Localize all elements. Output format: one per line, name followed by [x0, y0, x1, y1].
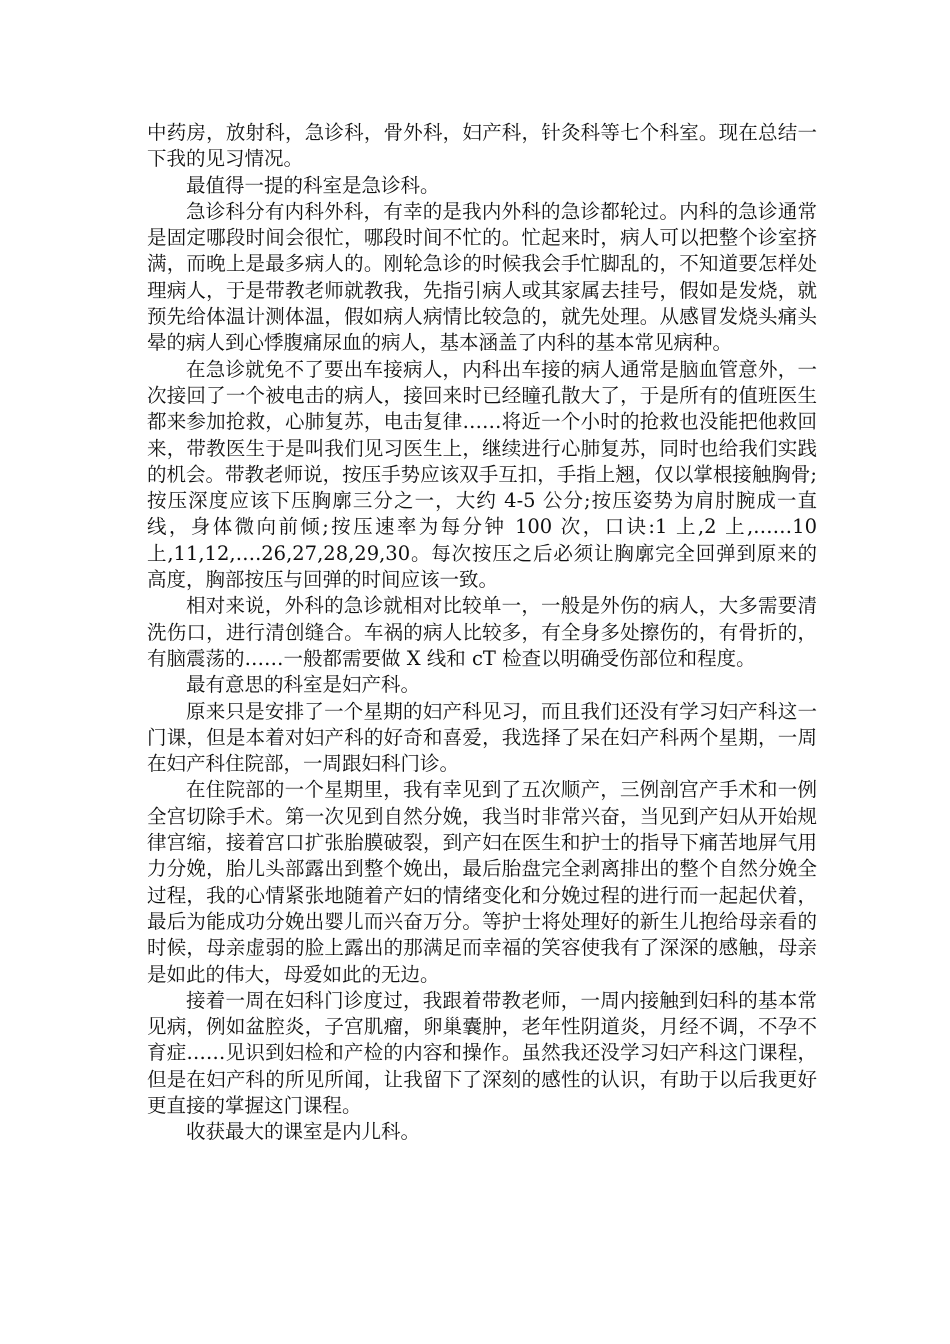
document-body	[147, 120, 817, 1146]
paragraph-pediatrics-heading: 收获最大的课室是内儿科。	[186, 1120, 421, 1144]
paragraph-emergency-heading: 最值得一提的科室是急诊科。	[186, 173, 440, 197]
paragraph-emergency-internal: 急诊科分有内科外科，有幸的是我内外科的急诊都轮过。内科的急诊通常是固定哪段时间会很忙，哪段时间不忙的。忙起来时，病人可以把整个诊室挤满，而晚上是最多病人的。刚轮急诊的时候我会手忙脚乱的，不知道要怎样处理病人，于是带教老师就教我，先指引病人或其家属去挂号，假如是发烧，就预先给体温计测体温，假如病人病情比较急的，就先处理。从感冒发烧头痛头晕的病人到心悸腹痛尿血的病人，基本涵盖了内科的基本常见病种。	[147, 199, 817, 355]
paragraph-gynecology-clinic: 接着一周在妇科门诊度过，我跟着带教老师，一周内接触到妇科的基本常见病，例如盆腔炎，子宫肌瘤，卵巢囊肿，老年性阴道炎，月经不调，不孕不育症……见识到妇检和产检的内容和操作。虽然我还没学习妇产科这门课程，但是在妇产科的所见所闻，让我留下了深刻的感性的认识，有助于以后我更好更直接的掌握这门课程。	[147, 988, 817, 1117]
paragraph-obstetrics-ward: 在住院部的一个星期里，我有幸见到了五次顺产，三例剖宫产手术和一例全宫切除手术。第一次见到自然分娩，我当时非常兴奋，当见到产妇从开始规律宫缩，接着宫口扩张胎膜破裂，到产妇在医生和护士的指导下痛苦地屏气用力分娩，胎儿头部露出到整个娩出，最后胎盘完全剥离排出的整个自然分娩全过程，我的心情紧张地随着产妇的情绪变化和分娩过程的进行而一起起伏着，最后为能成功分娩出婴儿而兴奋万分。等护士将处理好的新生儿抱给母亲看的时候，母亲虚弱的脸上露出的那满足而幸福的笑容使我有了深深的感触，母亲是如此的伟大，母爱如此的无边。	[147, 778, 817, 986]
paragraph-emergency-cpr: 在急诊就免不了要出车接病人，内科出车接的病人通常是脑血管意外，一次接回了一个被电击的病人，接回来时已经瞳孔散大了，于是所有的值班医生都来参加抢救，心肺复苏，电击复律……将近一个小时的抢救也没能把他救回来，带教医生于是叫我们见习医生上，继续进行心肺复苏，同时也给我们实践的机会。带教老师说，按压手势应该双手互扣，手指上翘，仅以掌根接触胸骨;按压深度应该下压胸廓三分之一，大约 4-5 公分;按压姿势为肩肘腕成一直线，身体微向前倾;按压速率为每分钟 100 次，口诀:1 上,2 上,……10 上,11,12,….26,27,28,29,30。每次按压之后必须让胸廓完全回弹到原来的高度，胸部按压与回弹的时间应该一致。	[147, 357, 817, 592]
paragraph-emergency-surgery: 相对来说，外科的急诊就相对比较单一，一般是外伤的病人，大多需要清洗伤口，进行清创缝合。车祸的病人比较多，有全身多处擦伤的，有骨折的，有脑震荡的……一般都需要做 X 线和 cT 检查以明确受伤部位和程度。	[147, 594, 817, 670]
paragraph-obstetrics-heading: 最有意思的科室是妇产科。	[186, 673, 421, 697]
paragraph-obstetrics-schedule: 原来只是安排了一个星期的妇产科见习，而且我们还没有学习妇产科这一门课，但是本着对妇产科的好奇和喜爱，我选择了呆在妇产科两个星期，一周在妇产科住院部，一周跟妇科门诊。	[147, 699, 817, 776]
paragraph-intro-continued: 中药房，放射科，急诊科，骨外科，妇产科，针灸科等七个科室。现在总结一下我的见习情况。	[147, 121, 817, 171]
